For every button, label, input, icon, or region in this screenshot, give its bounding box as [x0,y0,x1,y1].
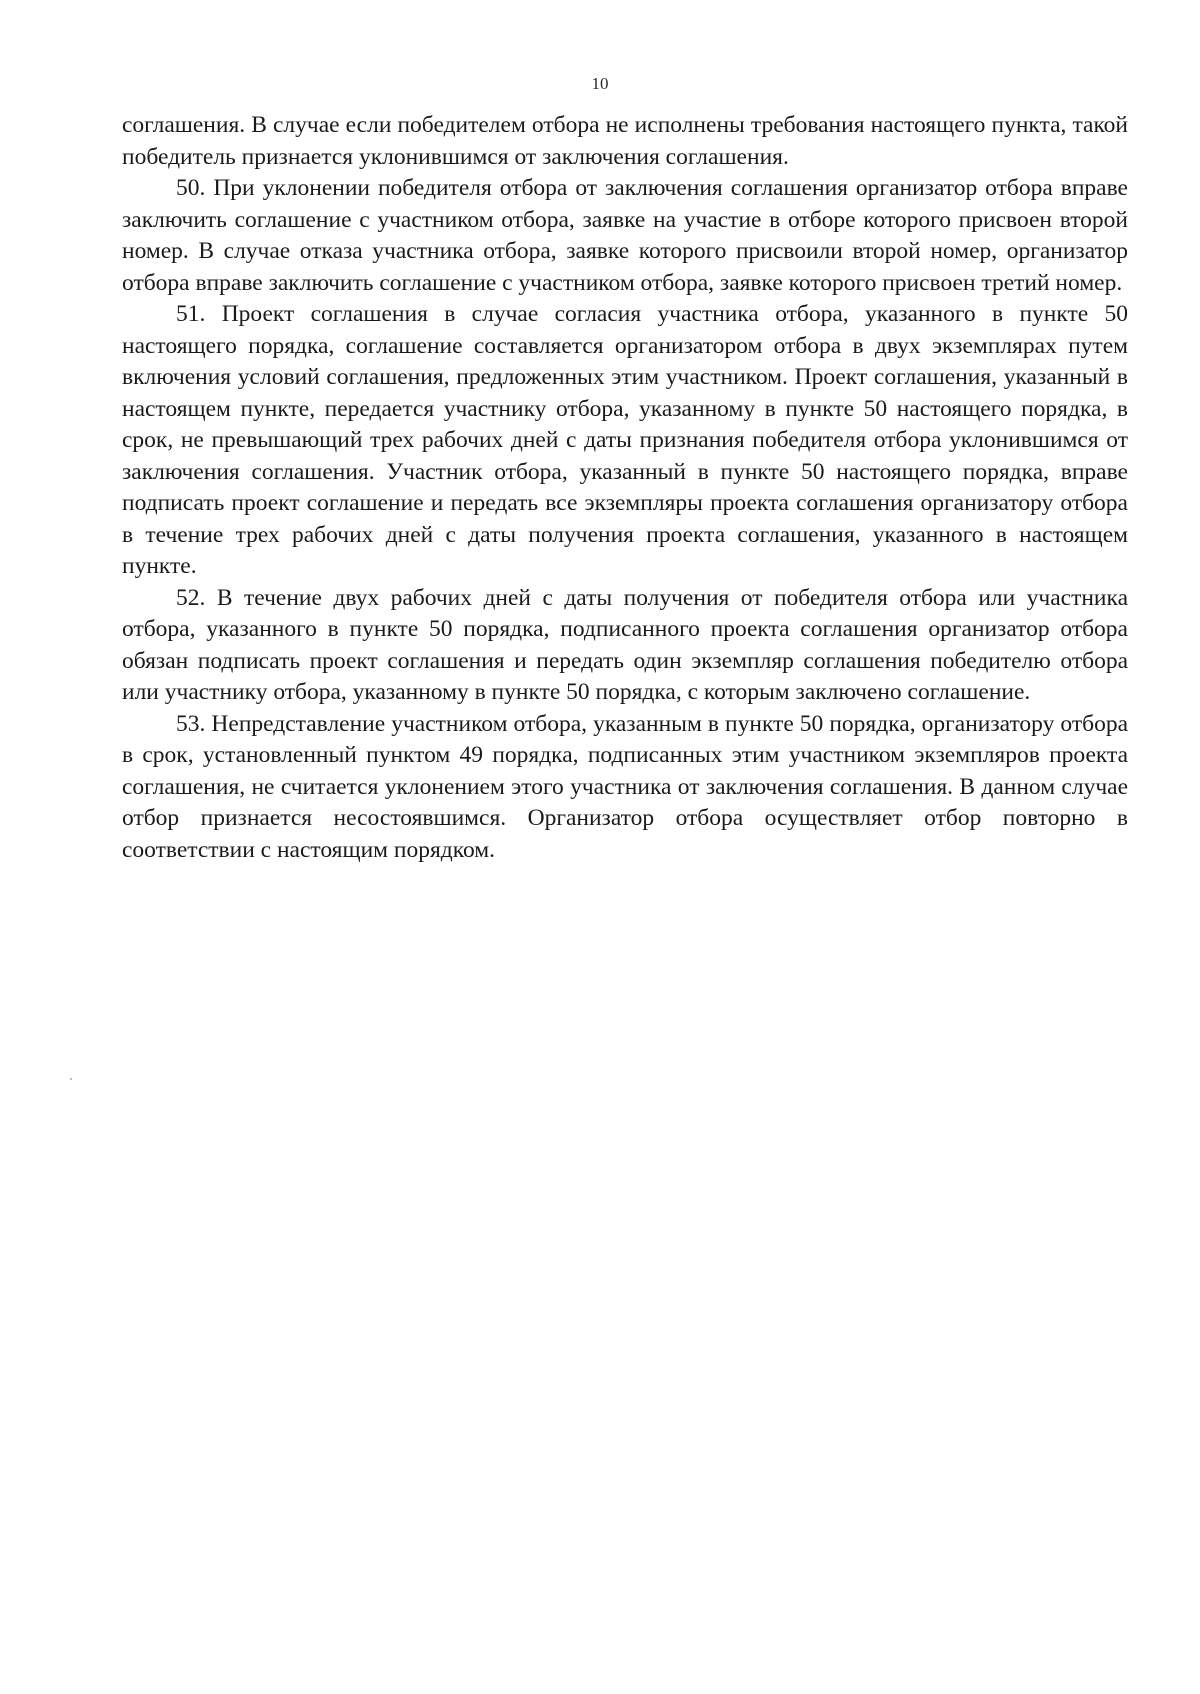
paragraph-continuation: соглашения. В случае если победителем отбора не исполнены требования настоящего пункта, такой победитель признается уклонившимся от заключения соглашения. [122,112,1128,170]
scan-artifact [70,1078,72,1080]
paragraph-53: 53. Непредставление участником отбора, указанным в пункте 50 порядка, организатору отбора в срок, установленный пунктом 49 порядка, подписанных этим участником экземпляров проекта соглашения, не считается уклонением этого участника от заключения соглашения. В данном случае отбор признается несостоявшимся. Организатор отбора осуществляет отбор повторно в соответствии с настоящим порядком. [122,710,1128,863]
paragraph-51: 51. Проект соглашения в случае согласия участника отбора, указанного в пункте 50 настоящего порядка, соглашение составляется организатором отбора в двух экземплярах путем включения условий соглашения, предложенных этим участником. Проект соглашения, указанный в настоящем пункте, передается участнику отбора, указанному в пункте 50 настоящего порядка, в срок, не превышающий трех рабочих дней с даты признания победителя отбора уклонившимся от заключения соглашения. Участник отбора, указанный в пункте 50 настоящего порядка, вправе подписать проект соглашение и передать все экземпляры проекта соглашения организатору отбора в течение трех рабочих дней с даты получения проекта соглашения, указанного в настоящем пункте. [122,301,1128,579]
page-number: 10 [591,74,609,93]
paragraph-52: 52. В течение двух рабочих дней с даты получения от победителя отбора или участника отбора, указанного в пункте 50 порядка, подписанного проекта соглашения организатор отбора обязан подписать проект соглашения и передать один экземпляр соглашения победителю отбора или участнику отбора, указанному в пункте 50 порядка, с которым заключено соглашение. [122,584,1128,705]
document-body [122,110,1128,866]
paragraph-50: 50. При уклонении победителя отбора от заключения соглашения организатор отбора вправе заключить соглашение с участником отбора, заявке на участие в отборе которого присвоен второй номер. В случае отказа участника отбора, заявке которого присвоили второй номер, организатор отбора вправе заключить соглашение с участником отбора, заявке которого присвоен третий номер. [122,175,1128,296]
